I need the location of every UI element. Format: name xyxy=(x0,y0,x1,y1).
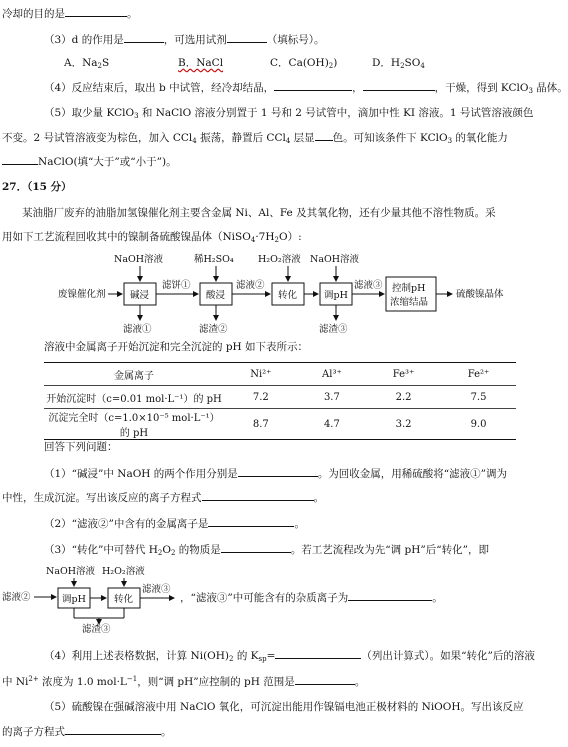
text: （3）d 的作用是 xyxy=(44,34,124,46)
text: 。 xyxy=(127,8,138,20)
text: （4）反应结束后，取出 b 中试管，经冷却结晶， xyxy=(44,82,275,94)
sub-question-5-line2: 的离子方程式 。 xyxy=(2,726,172,738)
flow-box-2-label: 酸浸 xyxy=(206,290,226,301)
flow-reagent-3: H₂O₂溶液 xyxy=(258,254,301,265)
text: NaClO(填“大于”或“小于”)。 xyxy=(38,156,177,168)
text: ， xyxy=(352,82,363,94)
q-prev-5-line3 xyxy=(2,154,177,169)
flow-box-4-label: 调pH xyxy=(324,290,348,301)
table-row-label: 开始沉淀时（c=0.01 mol·L⁻¹）的 pH xyxy=(44,386,224,409)
q-prev-4: （4）反应结束后，取出 b 中试管，经冷却结晶， ， ，干燥，得到 KClO$_3$ 晶体。 xyxy=(44,82,568,95)
q-prev-5-line2: 不变。2 号试管溶液变为棕色，加入 CCl$_4$ 振荡，静置后 CCl$_4$ 层显 色。可知该条件下 KClO$_3$ 的氧化能力 xyxy=(2,132,508,145)
answer-blank[interactable] xyxy=(295,674,355,685)
text: 不变。2 号试管溶液变为棕色，加入 CCl xyxy=(2,132,193,144)
text: （5）取少量 KClO xyxy=(44,107,135,119)
q-prev-5-line1: （5）取少量 KClO$_3$ 和 NaClO 溶液分别置于 1 号和 2 号试管中，滴加中性 KI 溶液。1 号试管溶液颜色 xyxy=(44,107,534,120)
answer-blank[interactable] xyxy=(315,130,333,141)
answer-blank[interactable] xyxy=(221,542,291,553)
flow2-start: 滤液② xyxy=(2,592,31,603)
table-cell: 3.7 xyxy=(298,386,366,409)
q-prev-line0 xyxy=(2,6,138,21)
answer-blank[interactable] xyxy=(208,516,294,527)
text: ，干燥，得到 KClO xyxy=(434,82,529,94)
answer-blank[interactable] xyxy=(363,80,435,91)
table-caption: 溶液中金属离子开始沉淀和完全沉淀的 pH 如下表所示： xyxy=(44,341,309,353)
sub-question-4-line2: 中 $Ni^{2+}$ 浓度为 1.0 $mol\cdot L^{-1}$，则“调 pH”应控制的 pH 范围是 。 xyxy=(2,675,366,688)
table-cell: 7.2 xyxy=(224,386,298,409)
flow2-box-2-label: 转化 xyxy=(114,594,134,605)
flow-reagent-4: NaOH溶液 xyxy=(310,254,360,265)
flow-box-1-label: 碱浸 xyxy=(130,290,150,301)
flow-box-5-label-b: 浓缩结晶 xyxy=(390,297,429,308)
flow2-reagent-2: H₂O₂溶液 xyxy=(102,566,145,577)
flow-out-2: 滤液② xyxy=(236,280,265,291)
flow-start: 废镍催化剂 xyxy=(58,289,106,300)
flow-reagent-2: 稀H₂SO₄ xyxy=(194,254,234,265)
answer-blank[interactable] xyxy=(124,32,164,43)
table-cell: 8.7 xyxy=(224,409,298,440)
ph-table xyxy=(44,362,516,440)
flow-out-4: 滤液③ xyxy=(354,280,383,291)
sub-question-1-line2: 中性，生成沉淀。写出该反应的离子方程式 。 xyxy=(2,492,324,504)
q-prev-3 xyxy=(44,32,325,47)
flow2-waste: 滤渣③ xyxy=(82,624,111,635)
flow-waste-4: 滤渣③ xyxy=(319,324,348,335)
answer-blank[interactable] xyxy=(202,490,314,501)
sub-question-4-line1: （4）利用上述表格数据，计算 $Ni(OH)_2$ 的 $K_{sp}=$ （列出计算式）。如果“转化”后的溶液 xyxy=(44,650,535,663)
answer-blank[interactable] xyxy=(227,32,267,43)
table-header-cell: 金属离子 xyxy=(44,363,224,386)
table-cell: 9.0 xyxy=(441,409,516,440)
text: 晶体。 xyxy=(532,82,568,94)
option-a: A．$Na_2S$ xyxy=(64,57,110,70)
table-row xyxy=(44,409,516,440)
answer-blank[interactable] xyxy=(65,6,127,17)
table-header-cell: Fe³⁺ xyxy=(366,363,441,386)
process-flow-diagram xyxy=(0,248,554,338)
flow-end: 硫酸镍晶体 xyxy=(456,289,504,300)
text: 振荡，静置后 CCl xyxy=(196,132,286,144)
q27-header: 27．（15 分） xyxy=(2,181,72,193)
table-header-cell: Fe²⁺ xyxy=(441,363,516,386)
flow2-box-1-label: 调pH xyxy=(62,594,86,605)
table-header-cell: Al³⁺ xyxy=(298,363,366,386)
table-cell: 3.2 xyxy=(366,409,441,440)
answer-blank[interactable] xyxy=(348,590,432,601)
table-header-row xyxy=(44,363,516,386)
sub-question-2: （2）“滤液②”中含有的金属离子是 。 xyxy=(44,518,305,530)
text: 层显 xyxy=(290,132,315,144)
answer-prompt: 回答下列问题： xyxy=(44,441,118,453)
answer-blank[interactable] xyxy=(65,724,161,735)
flow-reagent-1: NaOH溶液 xyxy=(114,254,164,265)
sub-question-3-line2: ，“滤液③”中可能含有的杂质离子为 。 xyxy=(180,592,443,604)
text: 的氧化能力 xyxy=(452,132,508,144)
q27-intro-2: 用如下工艺流程回收其中的镍制备硫酸镍晶体$(NiSO_4\cdot 7H_2O)$: xyxy=(2,231,302,244)
table-cell: 2.2 xyxy=(366,386,441,409)
sub-question-3-line1: （3）“转化”中可替代 $H_2O_2$ 的物质是 。若工艺流程改为先“调 pH”后“转化”，即 xyxy=(44,544,489,557)
option-c: C．$Ca(OH)_2$) xyxy=(270,57,338,70)
text: ，可选用试剂 xyxy=(163,34,227,46)
sub-question-5-line1: （5）硫酸镍在强碱溶液中用 NaClO 氧化，可沉淀出能用作镍镉电池正极材料的 NiOOH。写出该反应 xyxy=(44,701,524,713)
answer-blank[interactable] xyxy=(238,466,318,477)
text: 色。可知该条件下 KClO xyxy=(332,132,448,144)
q27-intro-1: 某油脂厂废弃的油脂加氢镍催化剂主要含金属 Ni、Al、Fe 及其氧化物，还有少量其他不溶性物质。采 xyxy=(22,207,496,219)
flow2-reagent-1: NaOH溶液 xyxy=(46,566,96,577)
option-d: D．$H_2SO_4$ xyxy=(372,57,425,70)
text: 冷却的目的是 xyxy=(2,8,65,20)
sub-question-1-line1: （1）“碱浸”中 NaOH 的两个作用分别是 。为回收金属，用稀硫酸将“滤液①”调为 xyxy=(44,468,508,480)
q-prev-3-options xyxy=(0,56,554,72)
option-b: B．NaCl xyxy=(178,57,224,69)
flow-out-1: 滤饼① xyxy=(162,280,191,291)
answer-blank[interactable] xyxy=(274,80,352,91)
flow-box-3-label: 转化 xyxy=(278,290,298,301)
flow-waste-1: 滤液① xyxy=(123,324,152,335)
text: （填标号）。 xyxy=(266,34,325,46)
flow2-out: 滤液③ xyxy=(142,584,171,595)
process-flow-diagram-2 xyxy=(0,562,180,635)
flow-box-5-label-a: 控制pH xyxy=(392,283,426,294)
table-row-label: 沉淀完全时（c=1.0×10⁻⁵ mol·L⁻¹）的 pH xyxy=(44,409,224,440)
table-header-cell: Ni²⁺ xyxy=(224,363,298,386)
table-cell: 4.7 xyxy=(298,409,366,440)
answer-blank[interactable] xyxy=(275,648,361,659)
flow-waste-2: 滤渣② xyxy=(199,324,228,335)
text: 和 NaClO 溶液分别置于 1 号和 2 号试管中，滴加中性 KI 溶液。1 号试管溶液颜色 xyxy=(138,107,534,119)
table-cell: 7.5 xyxy=(441,386,516,409)
table-row xyxy=(44,386,516,409)
answer-blank[interactable] xyxy=(2,154,38,165)
